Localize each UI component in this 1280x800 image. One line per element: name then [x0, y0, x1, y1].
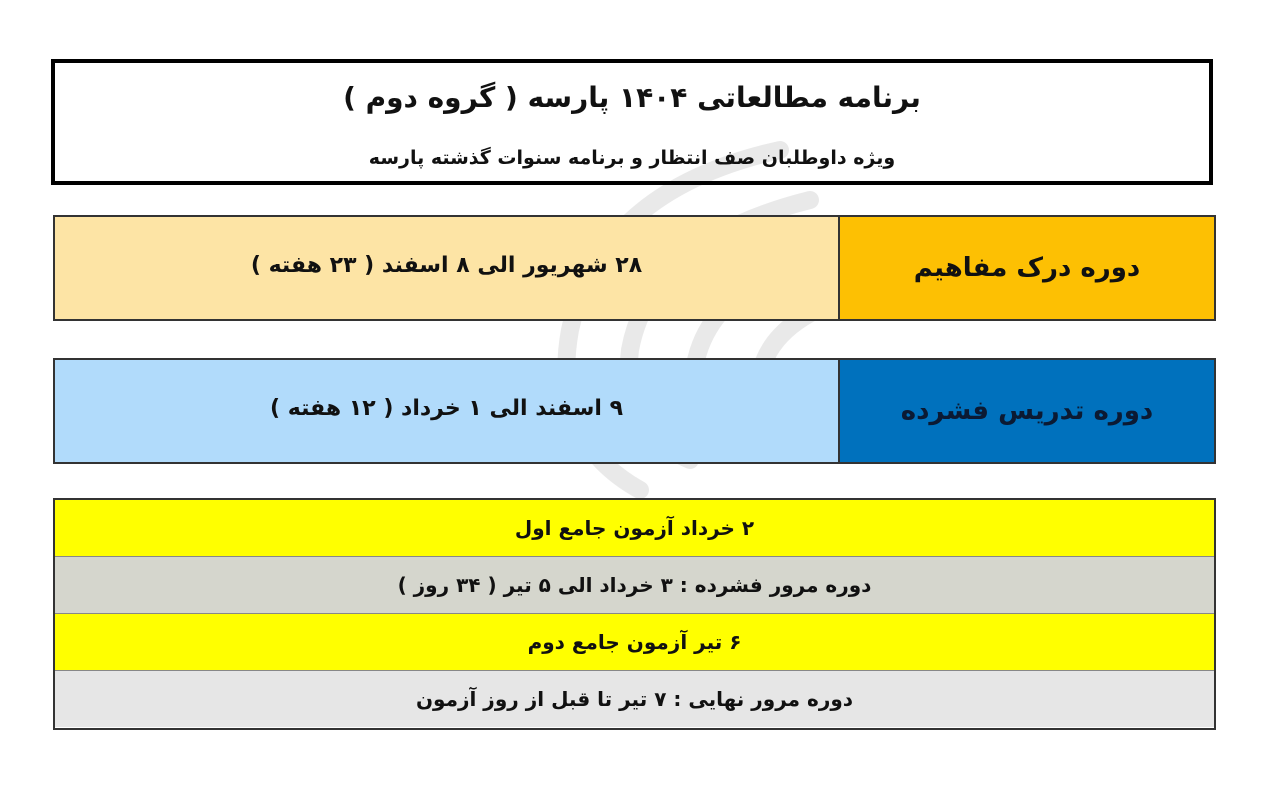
period-name: دوره درک مفاهیم [838, 217, 1214, 319]
title-box [51, 59, 1213, 185]
page-subtitle: ویژه داوطلبان صف انتظار و برنامه سنوات گذشته پارسه [368, 147, 896, 169]
period-row-intensive [53, 358, 1216, 464]
schedule-row-intensive-review: دوره مرور فشرده : ۳ خرداد الی ۵ تیر ( ۳۴ روز ) [55, 557, 1214, 614]
period-dates: ۹ اسفند الی ۱ خرداد ( ۱۲ هفته ) [55, 360, 838, 462]
schedule-row-exam-1: ۲ خرداد آزمون جامع اول [55, 500, 1214, 557]
schedule-table [53, 498, 1216, 730]
period-name: دوره تدریس فشرده [838, 360, 1214, 462]
schedule-row-exam-2: ۶ تیر آزمون جامع دوم [55, 614, 1214, 671]
period-dates: ۲۸ شهریور الی ۸ اسفند ( ۲۳ هفته ) [55, 217, 838, 319]
period-row-concepts [53, 215, 1216, 321]
page-title: برنامه مطالعاتی ۱۴۰۴ پارسه ( گروه دوم ) [343, 81, 921, 114]
schedule-row-final-review: دوره مرور نهایی : ۷ تیر تا قبل از روز آزمون [55, 671, 1214, 727]
